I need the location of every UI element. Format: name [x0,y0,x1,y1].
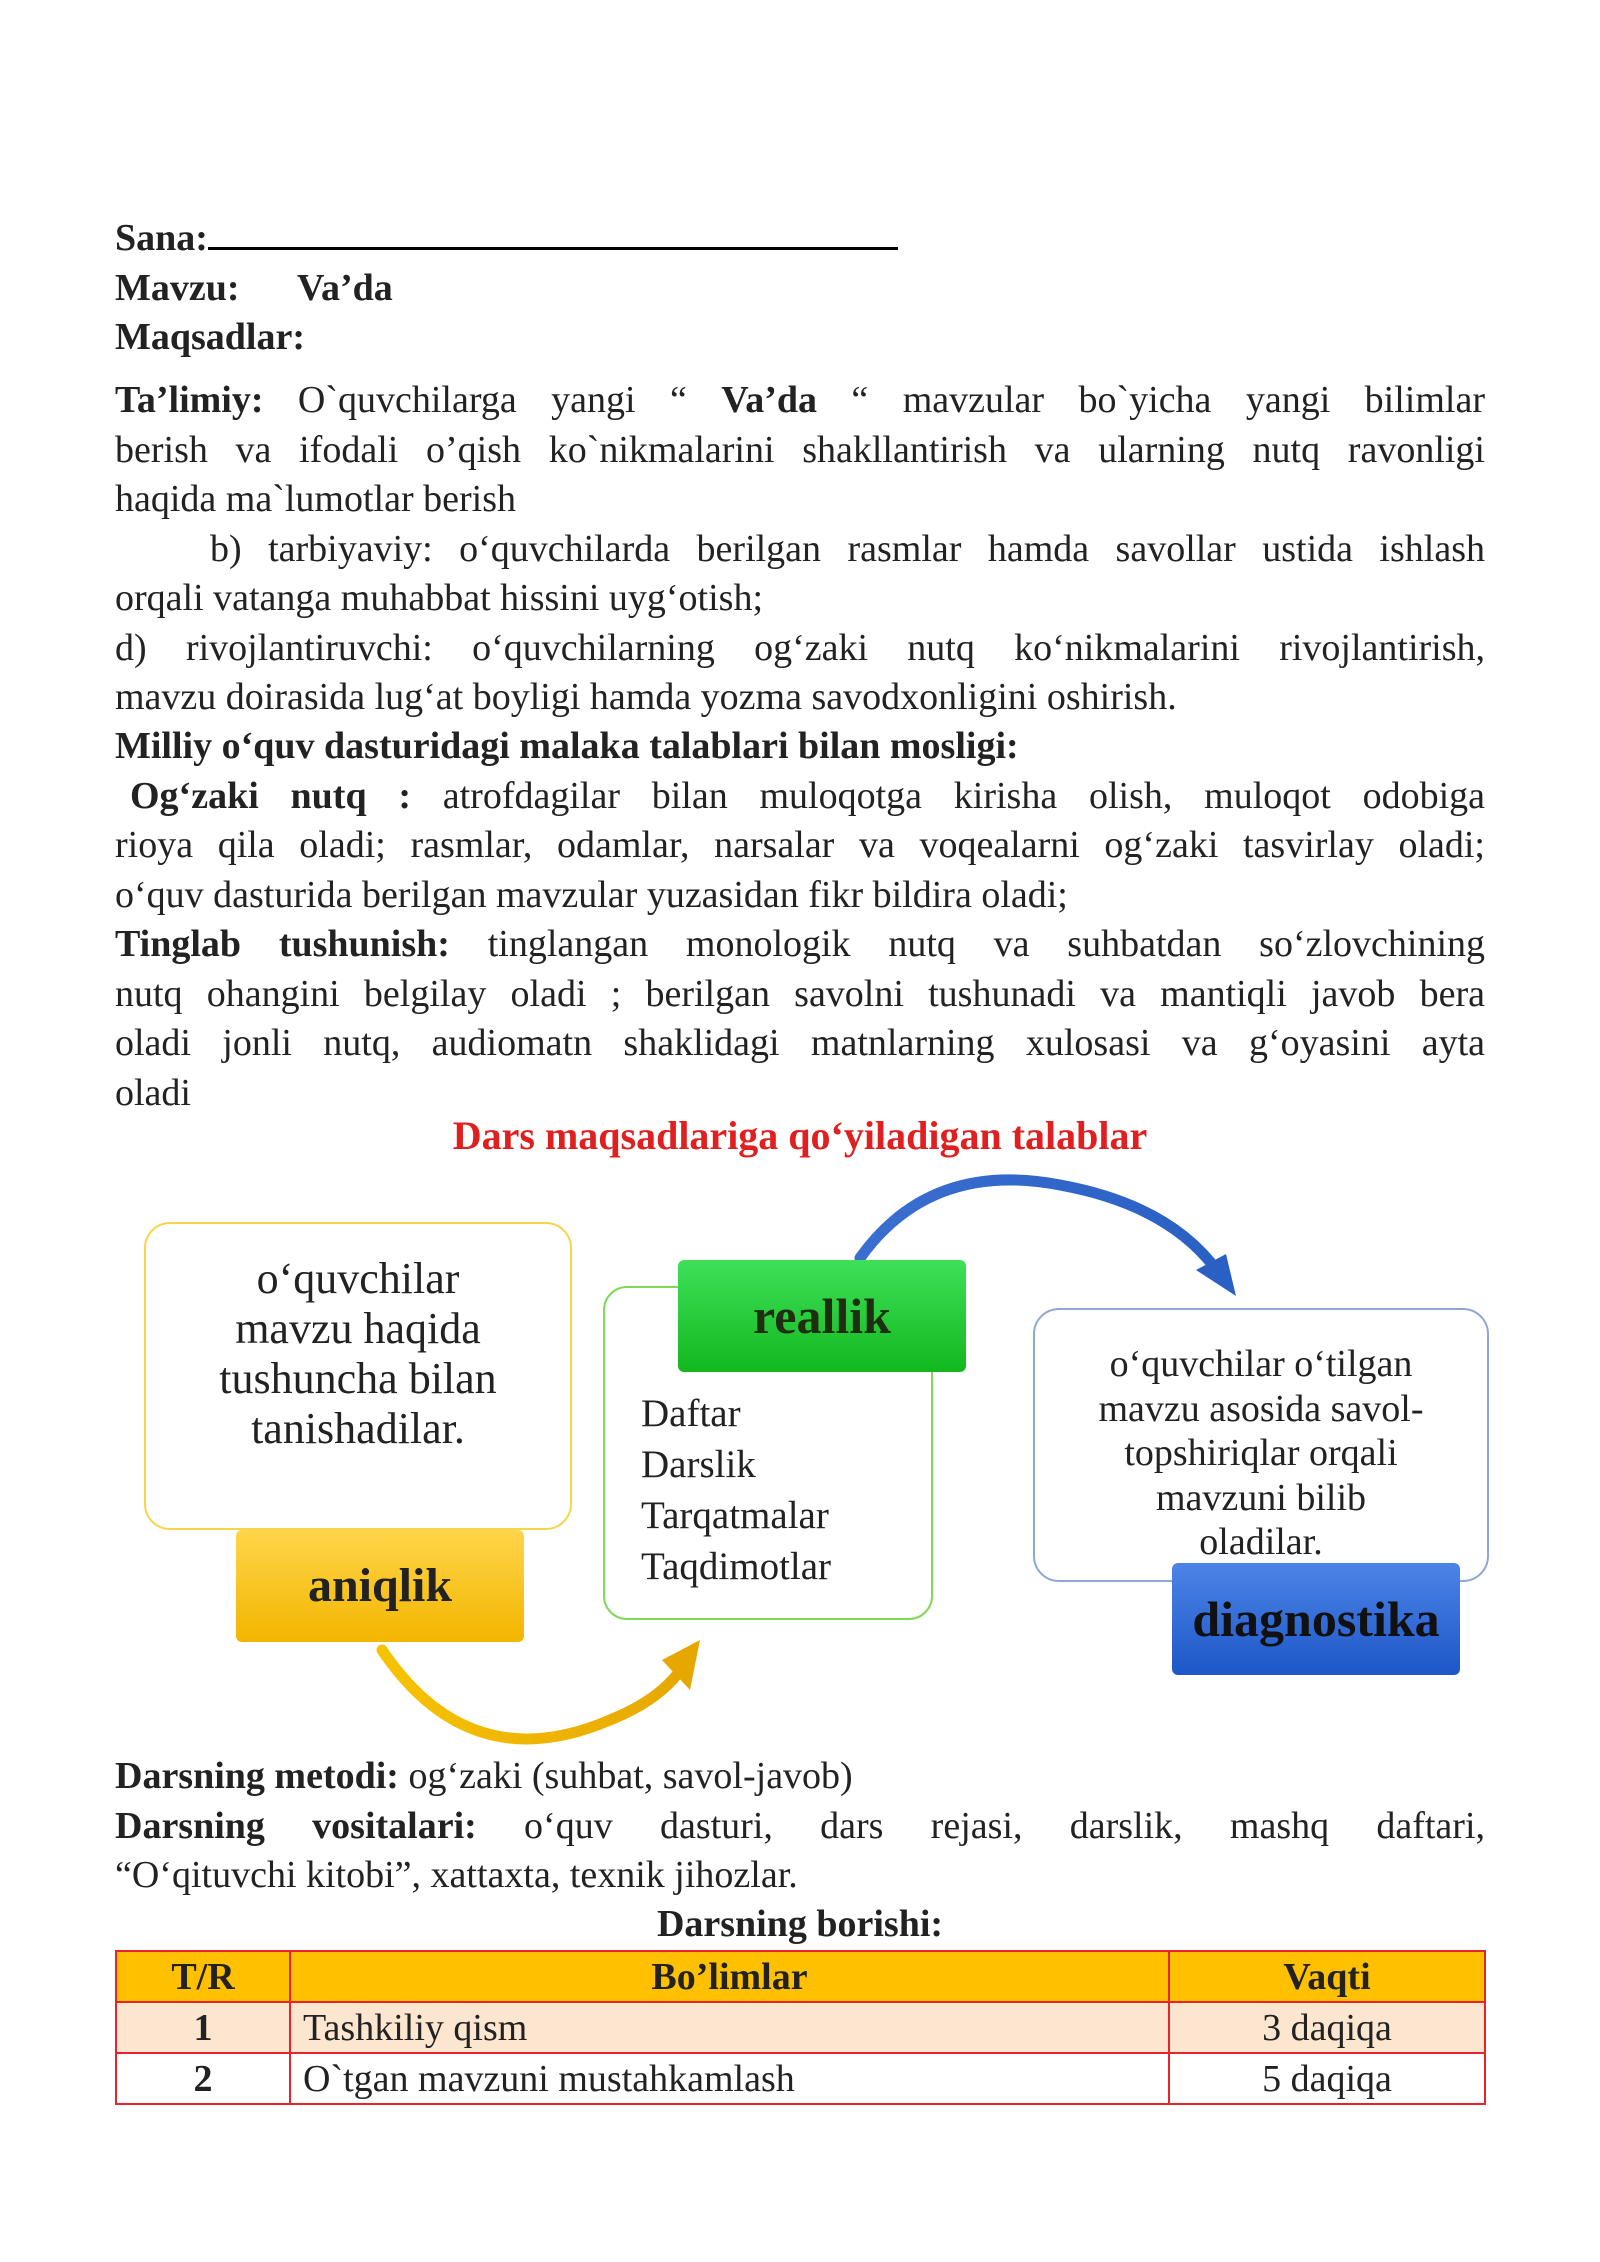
header-block [115,213,1485,363]
goal-rivoj-line2: mavzu doirasida lug‘at boyligi hamda yozma savodxonligini oshirish. [115,676,1177,718]
date-blank-field [208,213,898,250]
date-line [115,213,1485,264]
diagram-box-reallik: Daftar Darslik Tarqatmalar Taqdimotlar [603,1286,933,1620]
col-header-section: Bo’limlar [290,1951,1169,2002]
method-label: Darsning metodi: [115,1755,399,1797]
tools-line2: “O‘qituvchi kitobi”, xattaxta, texnik jihozlar. [115,1854,798,1896]
lesson-plan-table [115,1950,1486,2105]
plan-heading: Darsning borishi: [656,1903,944,1945]
goal-talimiy-line2: berish va ifodali o’qish ko`nikmalarini shakllantirish va ularning nutq ravonligi [115,428,1485,471]
ogzaki-label: Og‘zaki nutq : [130,774,411,817]
table-row: 1 Tashkiliy qism 3 daqiqa [116,2002,1485,2053]
goals-block [115,376,1485,723]
ogzaki-line1: Og‘zaki nutq : atrofdagilar bilan muloqotga kirisha olish, muloqot odobiga [130,774,1485,817]
arrow-reallik-to-diagnostika [860,1180,1218,1272]
diagram-title: Dars maqsadlariga qo‘yiladigan talablar [452,1113,1148,1158]
date-label: Sana: [115,217,208,259]
topic-value: Va’da [297,266,393,309]
tinglab-line1: Tinglab tushunish: tinglangan monologik nutq va suhbatdan so‘zlovchining [115,923,1485,965]
goal-talimiy-line3: haqida ma`lumotlar berish [115,478,516,520]
diagram-box-diagnostika: o‘quvchilar o‘tilgan mavzu asosida savol- topshiriqlar orqali mavzuni bilib oladilar. [1033,1308,1489,1582]
diagram-box-aniqlik: o‘quvchilar mavzu haqida tushuncha bilan tanishadilar. [144,1222,572,1530]
topic-label: Mavzu: [115,266,240,309]
tools-line1: Darsning vositalari: o‘quv dasturi, dars rejasi, darslik, mashq daftari, [115,1804,1486,1847]
col-header-num: T/R [116,1951,290,2002]
label-reallik: reallik [678,1260,966,1372]
label-diagnostika: diagnostika [1172,1563,1460,1675]
arrow-aniqlik-to-reallik [382,1650,682,1739]
table-row: 2 O`tgan mavzuni mustahkamlash 5 daqiqa [116,2053,1485,2104]
goals-heading: Maqsadlar: [115,316,305,358]
methods-block [115,1752,1485,1901]
topic-line [115,264,1485,314]
goal-talimiy-label: Ta’limiy: [115,379,264,421]
tinglab-line3: oladi jonli nutq, audiomatn shaklidagi matnlarning xulosasi va g‘oyasini ayta [115,1022,1485,1064]
tools-label: Darsning vositalari: [115,1804,477,1847]
standards-block [115,722,1485,1118]
tinglab-line4: oladi [115,1071,191,1114]
ogzaki-line3: o‘quv dasturida berilgan mavzular yuzasidan fikr bildira oladi; [115,873,1068,916]
ogzaki-line2: rioya qila oladi; rasmlar, odamlar, narsalar va voqealarni og‘zaki tasvirlay oladi; [115,824,1485,866]
label-aniqlik: aniqlik [236,1530,524,1642]
arrow-head-yellow [662,1640,700,1690]
goal-tarbiyaviy-line2: orqali vatanga muhabbat hissini uyg‘otish; [115,577,764,619]
tinglab-label: Tinglab tushunish: [115,923,450,965]
table-header-row [116,1951,1485,2002]
tinglab-line2: nutq ohangini belgilay oladi ; berilgan savolni tushunadi va mantiqli javob bera [115,972,1485,1015]
goal-talimiy-line1: Ta’limiy: O`quvchilarga yangi “ Va’da “ mavzular bo`yicha yangi bilimlar [115,379,1485,421]
col-header-time: Vaqti [1169,1951,1485,2002]
arrow-head-blue [1196,1254,1236,1296]
goal-rivoj-line1: d) rivojlantiruvchi: o‘quvchilarning og‘zaki nutq ko‘nikmalarini rivojlantirish, [115,626,1485,669]
goal-tarbiyaviy-line1: b) tarbiyaviy: o‘quvchilarda berilgan rasmlar hamda savollar ustida ishlash [210,527,1485,570]
standards-heading: Milliy o‘quv dasturidagi malaka talablari bilan mosligi: [115,725,1019,767]
method-line: Darsning metodi: og‘zaki (suhbat, savol-javob) [115,1755,853,1797]
